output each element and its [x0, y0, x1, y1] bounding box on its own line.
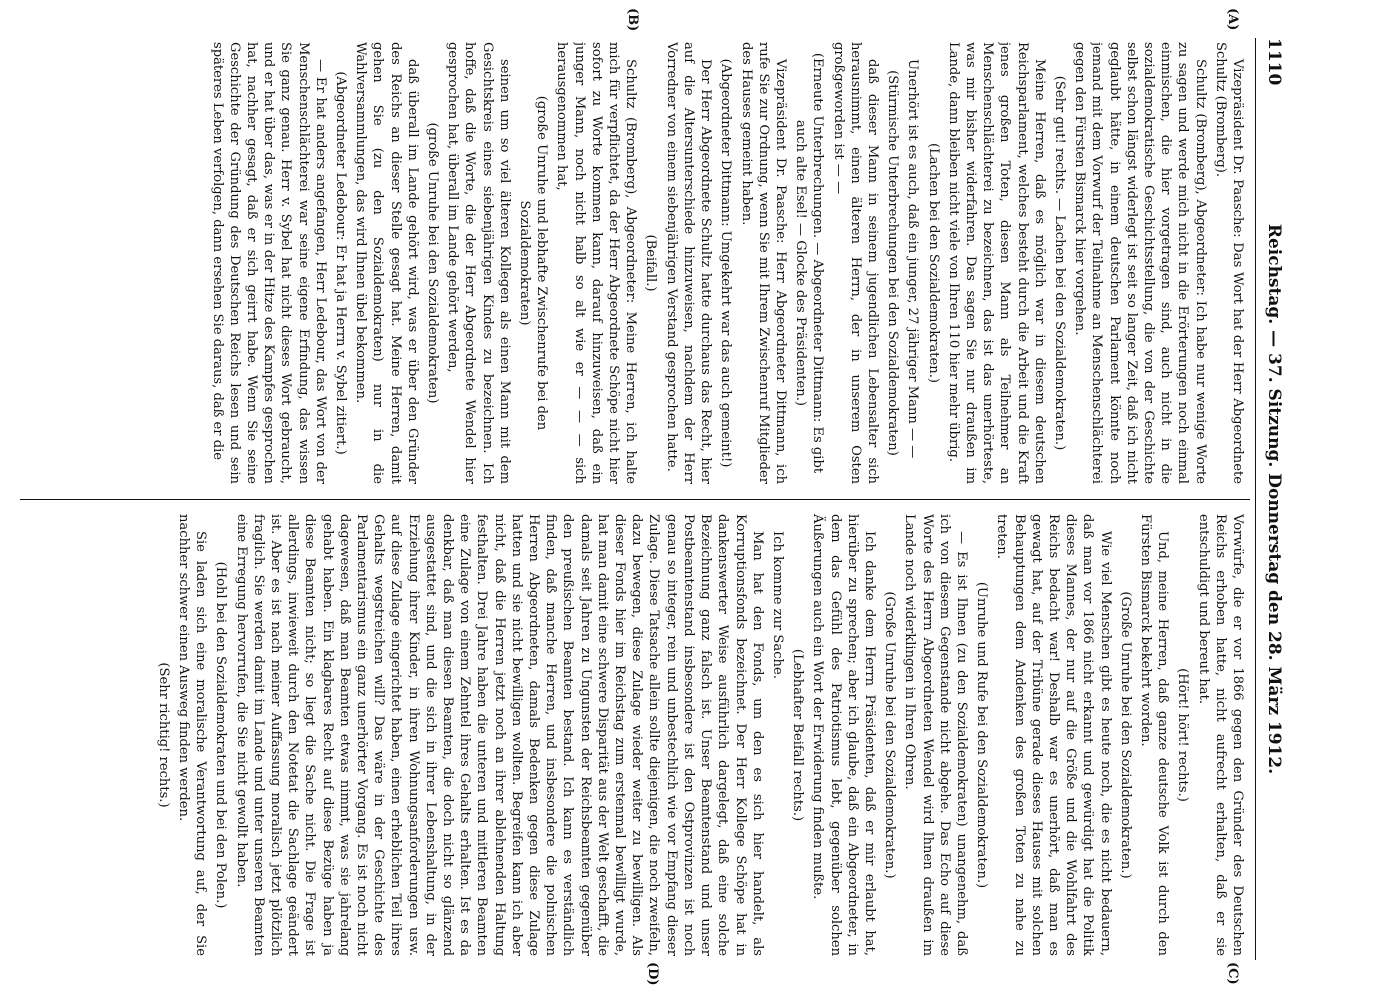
margin-marker-b: (B) [625, 8, 640, 32]
stage-direction: (Sehr richtig! rechts.) [155, 662, 171, 808]
paragraph: Man hat den Fonds, um den es sich hier handelt, als Korruptionsfonds bezeichnet. Der Herr Kollege Schöpe hat in dankenswerter Weise ausführlich dargelegt, daß eine solche Bezeichnung ganz falsch ist. Unser Beamtenstand und unser Postbeamtenstand insbesondere ist den Ostprovinzen ist noch genau so integer, rein und unbestechlich wie vor Empfang dieser Zulage. Diese Tatsache allein sollte diejenigen, die noch zweifeln, dazu bewegen, diese Zulage wieder weiter zu bewilligen. Als dieser Fonds hier im Reichstag zum erstenmal bewilligt wurde, hat man damit eine schwere Disparität aus der Welt geschafft, die damals seit Jahren zu Ungunsten der Reichsbeamten gegenüber den preußischen Beamten bestand. Ich kann es verständlich finden, daß manche Herren, und insbesondere die polnischen Herren Abgeordneten, damals Bedenken gegen diese Zulage hatten und sie nicht bewilligen wollten. Begreifen kann ich aber nicht, daß die Herren jetzt noch an ihrer ablehnenden Haltung festhalten. Drei Jahre haben die unteren und mittleren Beamten eine Zulage von einem Zehntel ihres Gehalts erhalten. Ist es da denkbar, daß man diesen Beamten, die doch nicht so glänzend ausgestattet sind, und die sich in ihrer Lebenshaltung, in der Erziehung ihrer Kinder, in ihren Wohnungsanforderungen usw. auf diese Zulage eingerichtet haben, einen erheblichen Teil ihres Gehalts wegstreichen will? Das wäre in der Geschichte des Parlamentarismus ein ganz unerhörter Vorgang. Es ist noch nicht dagewesen, daß man Beamten etwas nimmt, was sie jahrelang gehabt haben. Ein klagbares Recht auf diese Bezüge haben ja diese Beamten nicht; so liegt die Sache nicht. Die Frage ist allerdings, inwieweit durch den Notetat die Sachlage geändert ist. Aber es ist nach meiner Auffassung moralisch jetzt plötzlich fraglich. Sie werden damit im Lande und unter unseren Beamten eine Erregung hervorrufen, die Sie nicht gewollt haben. [233, 514, 765, 956]
paragraph: daß dieser Mann in seinem jugendlichen Lebensalter sich herausnimmt, einen älteren Herrn, der in unserem Osten großgeworden ist — — [830, 42, 880, 484]
stage-direction: (Hört! hört! rechts.) [1175, 668, 1191, 802]
paragraph: Schultz (Bromberg), Abgeordneter: Meine Herren, ich halte mich für verpflichtet, da der Herr Abgeordnete Schöpe nicht hier sofort zu Worte kommen kann, darauf hinzuweisen, daß ein junger Mann, noch nicht halb so alt wie er — — — sich herausgenommen hat, [554, 42, 639, 484]
stage-direction: (Abgeordneter Dittmann: Umgekehrt war das auch gemeint!) [718, 58, 734, 468]
stage-direction: (Beifall.) [643, 234, 659, 292]
right-text-column [26, 514, 1246, 956]
paragraph: Vizepräsident Dr. Paasche: Herr Abgeordneter Dittmann, ich rufe Sie zur Ordnung, wenn Sie mit Ihrem Zwischenruf Mitglieder des Hauses gemeint haben. [738, 42, 788, 484]
stage-direction: (Große Unruhe bei den Sozialdemokraten.) [1117, 591, 1133, 879]
stage-direction: (Stürmische Unterbrechungen bei den Sozialdemokraten) [885, 70, 901, 456]
paragraph: Unerhört ist es auch, daß ein junger, 27 jähriger Mann — — [905, 59, 921, 459]
stage-direction: (große Unruhe und lebhafte Zwischenrufe bei den Sozialdemokraten) [517, 95, 550, 431]
stage-direction: (Erneute Unterbrechungen. — Abgeordneter Dittmann: Es gibt auch alte Esel! — Glocke des Präsidenten.) [793, 52, 826, 474]
page-header [1258, 38, 1284, 960]
paragraph: Ich komme zur Sache. [769, 531, 785, 679]
margin-marker-d: (D) [645, 962, 660, 986]
left-text-column [26, 42, 1246, 484]
page-number: 1110 [1264, 38, 1284, 86]
paragraph: Ich danke dem Herrn Präsidenten, daß er mir erlaubt hat, hierüber zu sprechen; aber ich glaube, daß ein Abgeordneter, in dem das Gefühl des Patriotismus lebt, gegenüber solchen Äußerungen auch ein Wort der Erwiderung finden mußte. [810, 514, 877, 956]
stage-direction: (Unruhe und Rufe bei den Sozialdemokraten.) [974, 581, 990, 889]
margin-marker-a: (A) [1225, 8, 1240, 31]
paragraph: — Es ist Ihnen (zu den Sozialdemokraten) unangenehm, daß ich von diesem Gegenstande nicht abgehe. Das Echo auf diese Worte des Herrn Abgeordneten Wendel wird Ihnen draußen im Lande noch widerklingen in Ihren Ohren. [902, 514, 969, 956]
stage-direction: (Abgeordneter Ledebour: Er hat ja Herrn v. Sybel zitiert.) [333, 71, 349, 455]
stage-direction: (Lachen bei den Sozialdemokraten.) [925, 142, 941, 383]
stage-direction: (Hohl bei den Sozialdemokraten und bei den Polen.) [213, 561, 229, 909]
running-title: Reichstag. — 37. Sitzung. Donnerstag den 28. März 1912. [1264, 223, 1284, 775]
paragraph: Wie viel Menschen gibt es heute noch, die es nicht bedauern, daß man vor 1866 nicht erkannt und gewürdigt hat die Politik dieses Mannes, der nur auf die Größe und die Wohlfahrt des Reichs bedacht war! Deshalb war es unerhört, daß man es gewagt hat, auf der Tribüne gerade dieses Hauses mit solchen Behauptungen dem Andenken des großen Toten zu nahe zu treten. [994, 514, 1113, 956]
stage-direction: (Sehr gut! rechts. — Lachen bei den Sozialdemokraten.) [1051, 75, 1067, 451]
margin-marker-c: (C) [1225, 962, 1240, 985]
paragraph: Meine Herren, daß es möglich war in diesem deutschen Reichsparlament, welches besteht durch die Arbeit und die Kraft jenes großen Toten, diesen Mann als Teilnehmer an Menschenschlächterei zu bezeichnen, das ist das unerhörteste, was mir bisher widerfahren. Das sagen Sie nur draußen im Lande, dann bleiben nicht viele von Ihren 110 hier mehr übrig. [945, 42, 1047, 484]
paragraph: Und, meine Herren, daß ganze deutsche Volk ist durch den Fürsten Bismarck bekehrt worden. [1137, 514, 1171, 956]
paragraph: Schultz (Bromberg), Abgeordneter: Ich habe nur wenige Worte zu sagen und werde mich nicht in die Erörterungen noch einmal einmischen, die hier vorgetragen sind, auch nicht in die sozialdemokratische Geschichtsstellung, die von der Geschichte selbst schon längst widerlegt ist seit so langer Zeit, daß ich nicht geglaubt hätte, in einem deutschen Parlament könnte noch jemand mit dem Vorwurf der Teilnahme an Menschenschlächterei gegen den Fürsten Bismarck hier vorgehen. [1072, 42, 1208, 484]
paragraph: Der Herr Abgeordnete Schultz hatte durchaus das Recht, hier auf die Altersunterschiede hinzuweisen, nachdem der Herr Vorredner von einem siebenjährigen Verstand gesprochen hatte. [663, 42, 714, 484]
paragraph: Vorwürfe, die er vor 1866 gegen den Gründer des Deutschen Reichs erhoben hatte, nicht aufrecht erhalten, daß er sie entschuldigt und bereut hat. [1195, 514, 1245, 956]
paragraph: daß überall im Lande gehört wird, was er über den Gründer des Reichs an dieser Stelle gesagt hat. Meine Herren, damit gehen Sie (zu den Sozialdemokraten) nur in die Wahlversammlungen, das wird Ihnen übel bekommen. [353, 42, 420, 484]
paragraph: Sie laden sich eine moralische Verantwortung auf, der Sie nachher schwer einen Ausweg finden werden. [176, 514, 209, 956]
column-divider [20, 499, 1250, 500]
paragraph: Vizepräsident Dr. Paasche: Das Wort hat der Herr Abgeordnete Schultz (Bromberg). [1212, 42, 1245, 484]
stage-direction: (Lebhafter Beifall rechts.) [790, 648, 806, 822]
paragraph: seinen um so viel älteren Kollegen als einen Mann mit dem Gesichtskreis eines siebenjährigen Kindes zu bezeichnen. Ich hoffe, daß die Worte, die der Herr Abgeordnete Wendel hier gesprochen hat, überall im Lande gehört werden, [445, 42, 512, 484]
stage-direction: (Große Unruhe bei den Sozialdemokraten.) [882, 591, 898, 879]
stage-direction: (große Unruhe bei den Sozialdemokraten) [425, 122, 441, 404]
paragraph: — Er hat anders angefangen, Herr Ledebour, das Wort von der Menschenschlächterei war seine eigene Erfindung, das wissen Sie ganz genau. Herr v. Sybel hat nicht dieses Wort gebraucht, und er hat über das, was er in der Hitze des Kampfes gesprochen hat, nachher gesagt, daß er sich geirrt habe. Wenn Sie seine Geschichte der Gründung des Deutschen Reichs lesen und sein späteres Leben verfolgen, dann ersehen Sie daraus, daß er die [209, 42, 328, 484]
header-rule [1255, 38, 1256, 960]
